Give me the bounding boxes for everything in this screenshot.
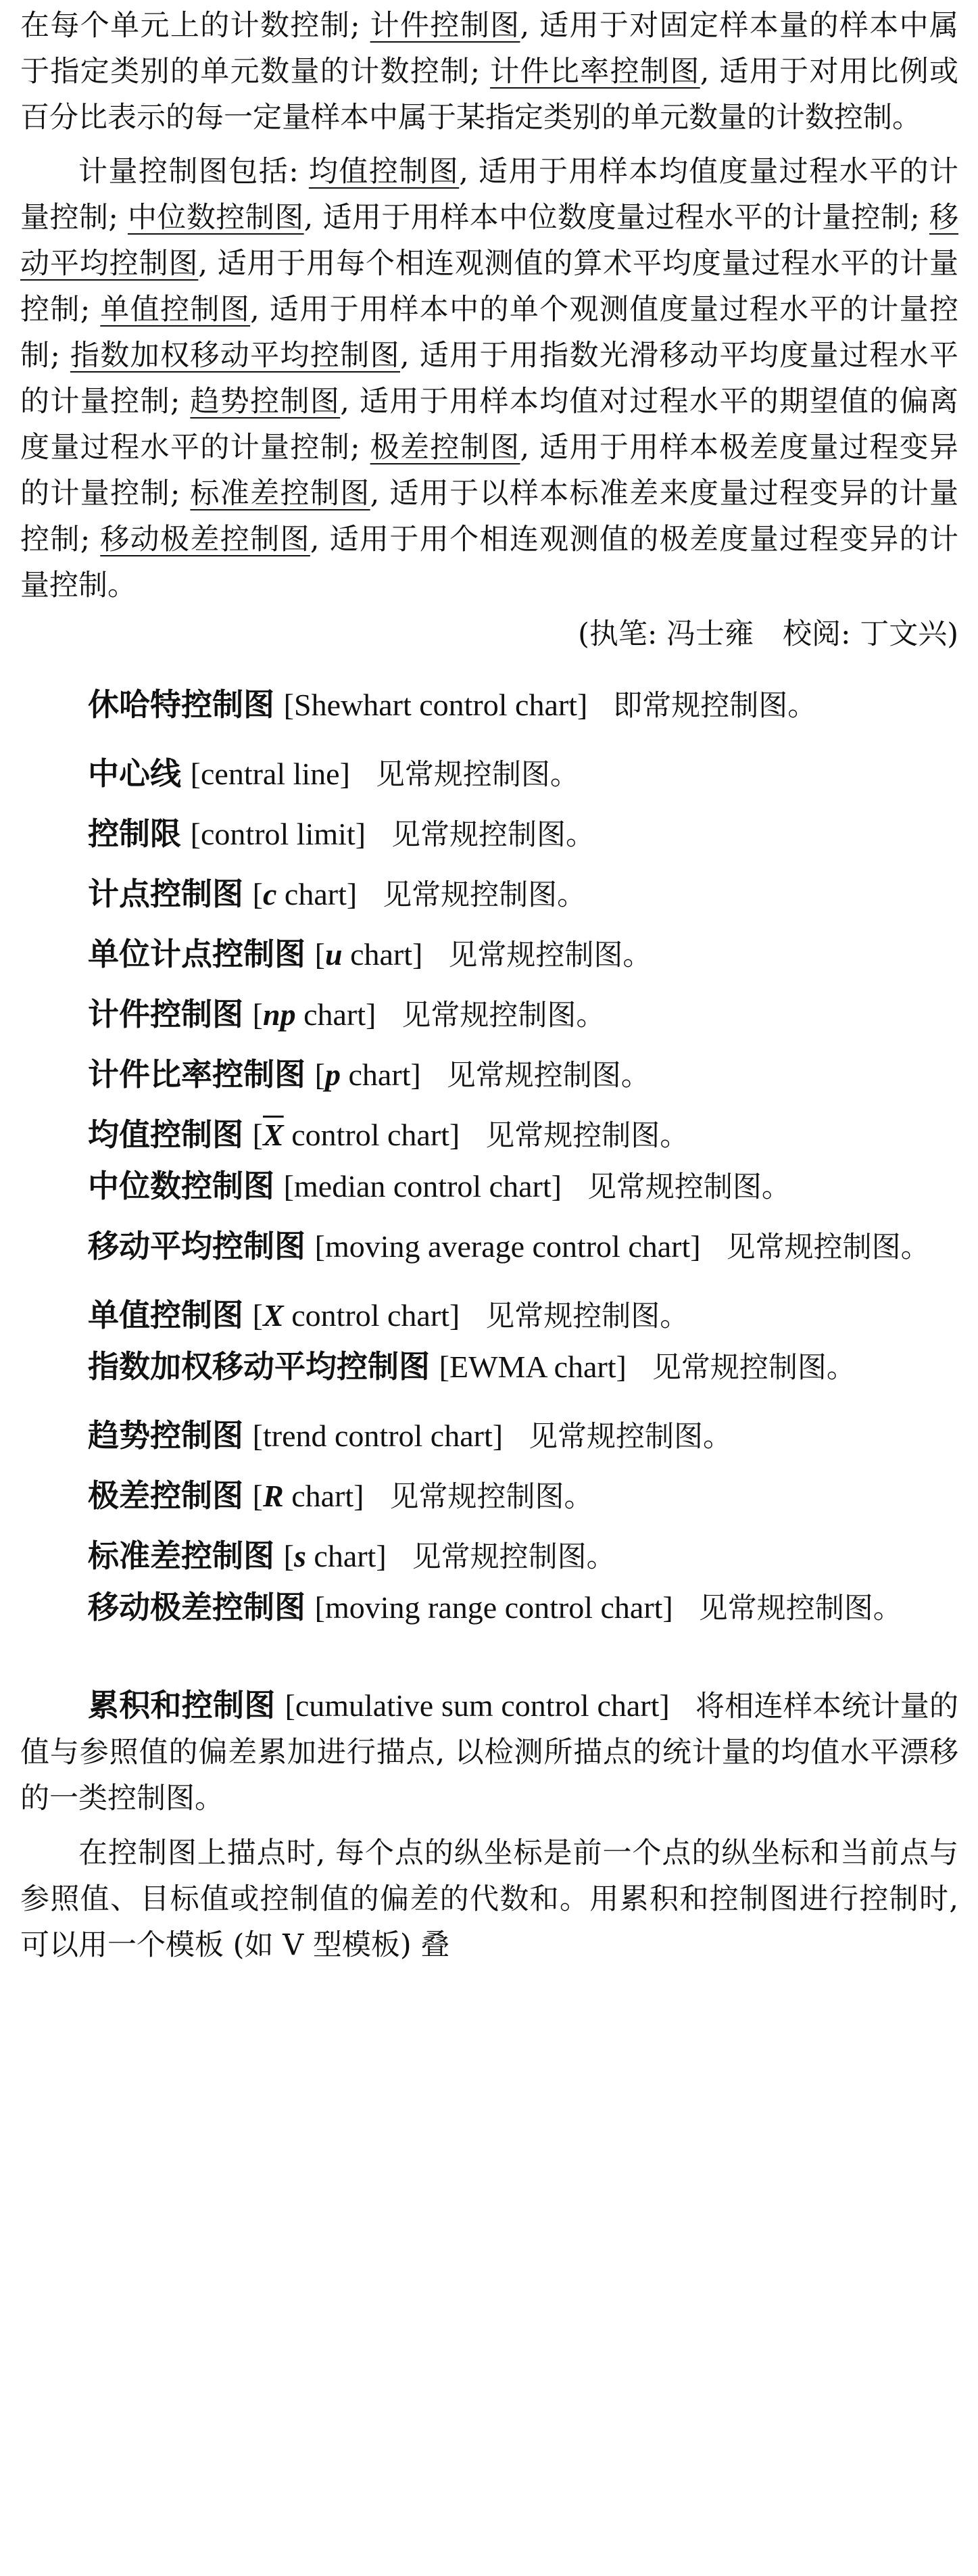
entry-p-chart [20, 1045, 958, 1105]
bracket: [ [252, 1118, 263, 1152]
entry-english-rest: chart] [305, 1539, 387, 1573]
entry-english: [Shewhart control chart] [283, 688, 588, 722]
term-link-individual-chart[interactable]: 单值控制图 [100, 293, 251, 327]
section-gap [20, 1647, 958, 1682]
entry-term: 中心线 [88, 755, 181, 792]
entry-term: 计点控制图 [88, 876, 243, 912]
entry-term: 移动极差控制图 [88, 1589, 305, 1625]
term-link-sd-chart[interactable]: 标准差控制图 [190, 477, 370, 510]
entry-see-ref[interactable]: 见常规控制图。 [383, 878, 587, 912]
bracket: [ [314, 1057, 325, 1092]
entry-term: 均值控制图 [88, 1116, 243, 1153]
entry-english [253, 1479, 364, 1513]
entry-term: 指数加权移动平均控制图 [88, 1348, 430, 1385]
text-run: 在每个单元上的计数控制; [20, 9, 370, 43]
math-variable: p [325, 1057, 341, 1092]
entry-see-ref[interactable]: 见常规控制图。 [391, 818, 595, 852]
term-link-trend-chart[interactable]: 趋势控制图 [190, 385, 341, 419]
entry-mean-chart [20, 1105, 958, 1166]
bracket: [ [283, 1539, 294, 1573]
entry-term: 单值控制图 [88, 1297, 243, 1333]
term-link-mean-chart[interactable]: 均值控制图 [308, 155, 460, 189]
entry-english: [median control chart] [283, 1169, 562, 1203]
entry-np-chart [20, 985, 958, 1045]
entry-term: 中位数控制图 [88, 1168, 274, 1204]
entry-control-limit [20, 805, 958, 865]
entry-term: 计件控制图 [88, 996, 243, 1032]
entry-see-ref[interactable]: 见常规控制图。 [375, 758, 579, 792]
cusum-paragraph-2: 在控制图上描点时, 每个点的纵坐标是前一个点的纵坐标和当前点与参照值、目标值或控制值的偏差的代数和。用累积和控制图进行控制时, 可以用一个模板 (如 V 型模板) 叠 [20, 1836, 958, 1962]
entry-moving-average-chart [20, 1226, 958, 1268]
intro-paragraph-2 [20, 149, 958, 609]
text-run: , 适用于对固定样本量的样本中属于指定类别的单元数量的计数控制; [20, 9, 958, 89]
math-variable: u [325, 937, 343, 972]
entry-term: 控制限 [88, 815, 181, 852]
term-link-np-chart[interactable]: 计件控制图 [370, 9, 520, 43]
term-link-moving-range-chart[interactable]: 移动极差控制图 [100, 523, 310, 556]
entry-english: [moving average control chart] [314, 1229, 701, 1264]
term-link-median-chart[interactable]: 中位数控制图 [127, 201, 304, 235]
entry-english-rest: chart] [341, 1057, 421, 1092]
bracket: [ [252, 997, 263, 1032]
entry-see-ref[interactable]: 见常规控制图。 [412, 1540, 616, 1574]
text-run: , 适用于对用比例或百分比表示的每一定量样本中属于某指定类别的单元数量的计数控制。 [20, 55, 959, 135]
entry-english-rest: chart] [283, 1479, 364, 1513]
entry-list [20, 684, 958, 1629]
entry-english-rest: control chart] [283, 1118, 460, 1152]
text-run: , 适用于用样本均值对过程水平的期望值的偏离度量过程水平的计量控制; [20, 385, 959, 464]
entry-see-ref[interactable]: 见常规控制图。 [389, 1480, 593, 1514]
entry-median-chart [20, 1166, 958, 1208]
entry-term: 单位计点控制图 [88, 936, 305, 972]
bracket: [ [252, 1298, 263, 1333]
bracket: [ [252, 1479, 263, 1513]
entry-english [315, 1057, 421, 1092]
text-run: , 适用于用每个相连观测值的算术平均度量过程水平的计量控制; [20, 247, 958, 327]
entry-individual-chart [20, 1286, 958, 1346]
entry-term: 标准差控制图 [88, 1537, 274, 1574]
entry-ewma-chart [20, 1346, 958, 1388]
entry-see-ref[interactable]: 即常规控制图。 [613, 689, 817, 723]
entry-see-ref[interactable]: 见常规控制图。 [726, 1231, 930, 1264]
entry-sd-chart [20, 1527, 958, 1587]
entry-see-ref[interactable]: 见常规控制图。 [529, 1420, 733, 1454]
intro-paragraph-1 [20, 3, 958, 141]
entry-see-ref[interactable]: 见常规控制图。 [587, 1170, 791, 1204]
text-run: , 适用于用指数光滑移动平均度量过程水平的计量控制; [20, 339, 959, 419]
entry-term: 休哈特控制图 [88, 686, 274, 723]
text-run: , 适用于用样本中的单个观测值度量过程水平的计量控制; [20, 293, 959, 373]
entry-term: 移动平均控制图 [88, 1228, 305, 1264]
term-link-moving-average-chart[interactable]: 移动平均控制图 [20, 201, 959, 281]
entry-definition: 将相连样本统计量的值与参照值的偏差累加进行描点, 以检测所描点的统计量的均值水平漂移的一类控制图。 [20, 1690, 959, 1815]
entry-term: 累积和控制图 [88, 1687, 276, 1723]
entry-english [253, 1118, 460, 1152]
entry-english-rest: chart] [342, 937, 423, 972]
entry-see-ref[interactable]: 见常规控制图。 [401, 999, 606, 1032]
document-page [20, 0, 958, 1968]
entry-see-ref[interactable]: 见常规控制图。 [446, 1059, 650, 1093]
entry-english-rest: chart] [276, 877, 358, 911]
math-variable: s [294, 1539, 306, 1573]
entry-term: 趋势控制图 [88, 1417, 243, 1454]
entry-trend-chart [20, 1406, 958, 1466]
text-run: , 适用于用样本中位数度量过程水平的计量控制; [303, 201, 930, 235]
entry-english: [EWMA chart] [439, 1350, 627, 1384]
bracket: [ [252, 877, 263, 911]
entry-see-ref[interactable]: 见常规控制图。 [652, 1351, 856, 1385]
bracket: [ [314, 937, 325, 972]
term-link-range-chart[interactable]: 极差控制图 [370, 431, 520, 464]
entry-see-ref[interactable]: 见常规控制图。 [448, 938, 652, 972]
entry-english-rest: control chart] [283, 1298, 460, 1333]
entry-see-ref[interactable]: 见常规控制图。 [485, 1299, 689, 1333]
math-variable: c [263, 877, 277, 911]
entry-english [253, 997, 376, 1032]
entry-english: [moving range control chart] [314, 1590, 673, 1625]
entry-moving-range-chart [20, 1587, 958, 1629]
math-variable: X [263, 1298, 284, 1333]
entry-english-rest: chart] [295, 997, 376, 1032]
entry-see-ref[interactable]: 见常规控制图。 [485, 1119, 689, 1153]
byline: (执笔: 冯士雍 校阅: 丁文兴) [578, 617, 958, 651]
text-run: , 适用于用样本极差度量过程变异的计量控制; [20, 431, 958, 510]
math-variable: np [263, 997, 296, 1032]
entry-english: [control limit] [190, 817, 366, 851]
entry-cusum-chart [20, 1682, 958, 1821]
entry-see-ref[interactable]: 见常规控制图。 [698, 1592, 902, 1625]
term-link-ewma-chart[interactable]: 指数加权移动平均控制图 [70, 339, 400, 373]
entry-range-chart [20, 1466, 958, 1527]
entry-english: [cumulative sum control chart] [285, 1688, 670, 1723]
entry-english [315, 937, 423, 972]
text-run: , 适用于以样本标准差来度量过程变异的计量控制; [20, 477, 959, 556]
entry-english: [central line] [190, 757, 350, 791]
entry-term: 极差控制图 [88, 1477, 243, 1514]
entry-english: [trend control chart] [252, 1418, 504, 1453]
text-run: , 适用于用样本均值度量过程水平的计量控制; [20, 155, 959, 235]
term-link-p-chart[interactable]: 计件比率控制图 [490, 55, 700, 89]
spacer [20, 657, 958, 684]
entry-term: 计件比率控制图 [88, 1056, 305, 1093]
entry-central-line [20, 744, 958, 805]
math-variable-xbar: $\overline{X}$ [263, 1118, 284, 1152]
entry-u-chart [20, 925, 958, 985]
text-run: 计量控制图包括: [78, 155, 309, 189]
entry-english [284, 1539, 387, 1573]
text-run: , 适用于用个相连观测值的极差度量过程变异的计量控制。 [20, 523, 959, 602]
entry-shewhart [20, 684, 958, 726]
entry-english [253, 1298, 460, 1333]
entry-english [253, 877, 358, 911]
entry-c-chart [20, 865, 958, 925]
math-variable: R [263, 1479, 284, 1513]
